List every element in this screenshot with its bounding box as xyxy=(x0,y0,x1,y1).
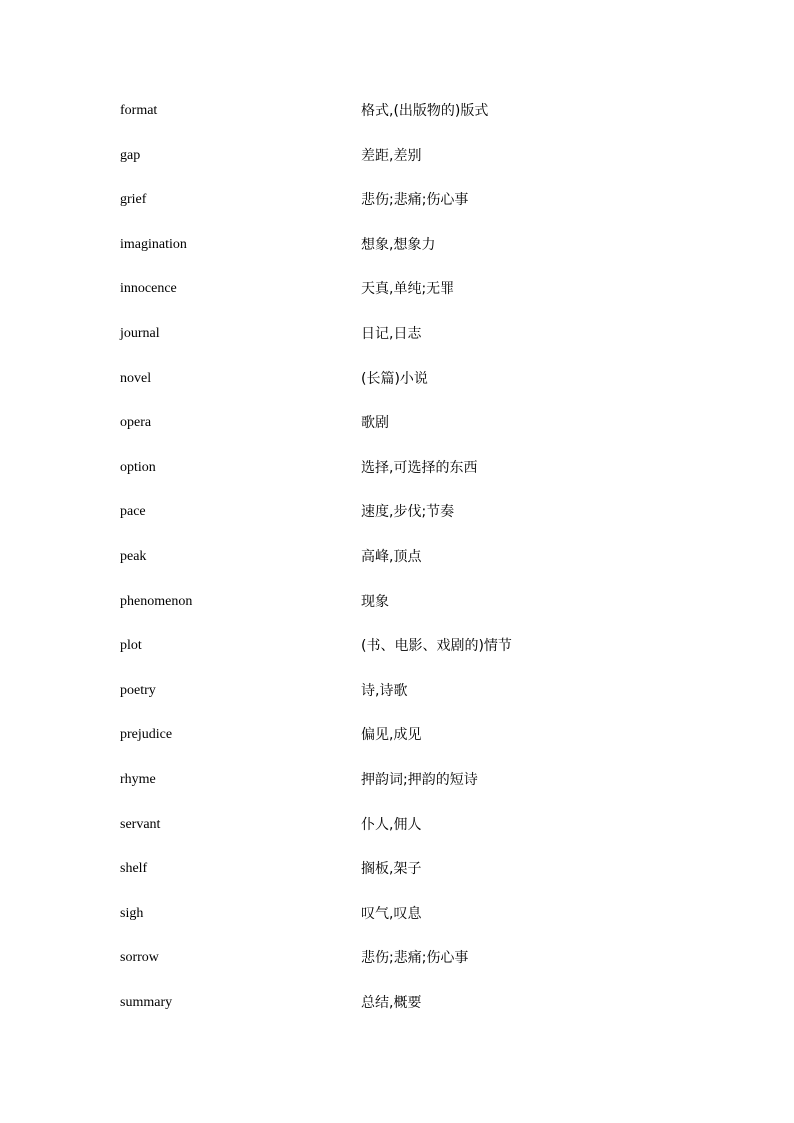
vocab-word: imagination xyxy=(120,236,187,252)
list-item xyxy=(120,145,720,190)
vocab-word: sorrow xyxy=(120,950,159,966)
list-item xyxy=(120,546,720,591)
vocab-meaning: 押韵词;押韵的短诗 xyxy=(361,771,478,788)
vocabulary-list xyxy=(120,100,720,1036)
list-item xyxy=(120,368,720,413)
vocab-meaning: 差距,差别 xyxy=(361,147,422,164)
vocab-word: novel xyxy=(120,370,152,386)
vocab-word: option xyxy=(120,459,156,475)
vocab-meaning: 总结,概要 xyxy=(361,994,422,1011)
vocab-word: rhyme xyxy=(120,771,156,787)
vocab-meaning: 天真,单纯;无罪 xyxy=(361,281,455,298)
list-item xyxy=(120,234,720,279)
vocab-word: grief xyxy=(120,192,147,208)
vocab-meaning: 悲伤;悲痛;伤心事 xyxy=(361,192,469,209)
vocab-meaning: 仆人,佣人 xyxy=(361,816,422,833)
vocab-meaning: 日记,日志 xyxy=(361,325,422,342)
vocab-meaning: 叹气,叹息 xyxy=(361,905,422,922)
vocab-meaning: 想象,想象力 xyxy=(361,236,436,253)
list-item xyxy=(120,635,720,680)
vocab-word: phenomenon xyxy=(120,593,193,609)
list-item xyxy=(120,947,720,992)
vocab-meaning: 速度,步伐;节奏 xyxy=(361,504,455,521)
vocab-word: servant xyxy=(120,816,161,832)
list-item xyxy=(120,100,720,145)
vocab-meaning: (书、电影、戏剧的)情节 xyxy=(361,638,512,655)
vocab-meaning: 诗,诗歌 xyxy=(361,682,408,699)
list-item xyxy=(120,724,720,769)
vocab-word: sigh xyxy=(120,905,144,921)
vocab-word: prejudice xyxy=(120,727,173,743)
vocab-meaning: 高峰,顶点 xyxy=(361,548,422,565)
vocab-meaning: 选择,可选择的东西 xyxy=(361,459,478,476)
vocab-word: plot xyxy=(120,638,142,654)
list-item xyxy=(120,278,720,323)
vocab-word: peak xyxy=(120,548,147,564)
vocab-word: innocence xyxy=(120,281,177,297)
vocab-meaning: 搁板,架子 xyxy=(361,861,422,878)
vocab-word: summary xyxy=(120,994,173,1010)
list-item xyxy=(120,858,720,903)
list-item xyxy=(120,680,720,725)
list-item xyxy=(120,323,720,368)
list-item xyxy=(120,903,720,948)
vocab-word: format xyxy=(120,103,158,118)
vocab-word: gap xyxy=(120,147,141,163)
vocab-word: pace xyxy=(120,504,146,520)
vocab-meaning: (长篇)小说 xyxy=(361,370,428,387)
vocab-meaning: 偏见,成见 xyxy=(361,727,422,744)
list-item xyxy=(120,814,720,859)
list-item xyxy=(120,189,720,234)
vocab-word: opera xyxy=(120,415,152,431)
vocab-word: shelf xyxy=(120,861,148,877)
list-item xyxy=(120,501,720,546)
vocab-meaning: 格式,(出版物的)版式 xyxy=(361,103,489,119)
list-item xyxy=(120,591,720,636)
vocab-word: poetry xyxy=(120,682,156,698)
vocab-meaning: 悲伤;悲痛;伤心事 xyxy=(361,950,469,967)
list-item xyxy=(120,412,720,457)
list-item xyxy=(120,992,720,1037)
vocab-meaning: 现象 xyxy=(361,593,389,610)
vocab-word: journal xyxy=(120,325,160,341)
list-item xyxy=(120,769,720,814)
list-item xyxy=(120,457,720,502)
vocab-meaning: 歌剧 xyxy=(361,415,389,432)
